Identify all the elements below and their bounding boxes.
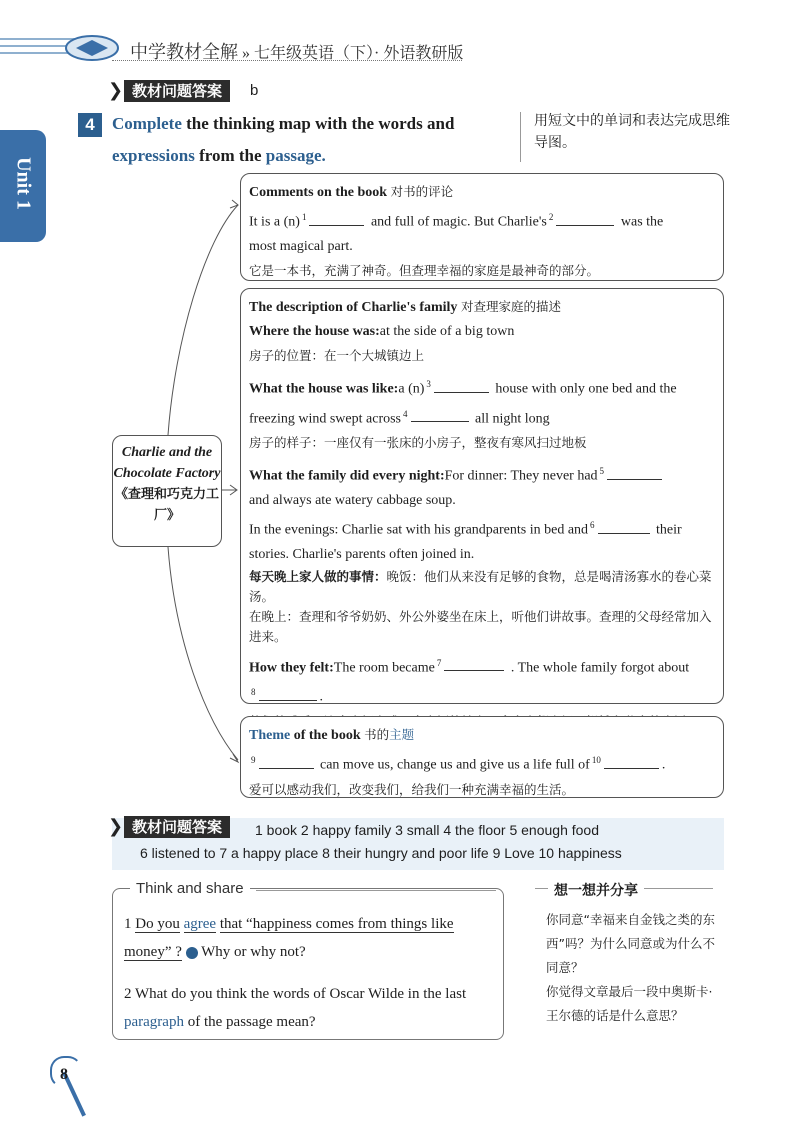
question-translation: 用短文中的单词和表达完成思维导图。 (534, 113, 730, 151)
share-title: 想一想并分享 (548, 880, 644, 900)
family-description-box: The description of Charlie's family 对查理家庭的描述 Where the house was:at the side of a big town 房子的位置：在一个大城镇边上 What the house was like:a (n) $^3$ house with only one bed and the freezing wind swept across $^4$ all night long 房子的样子：一座仅有一张床的小房子，整夜有寒风扫过地板 What the family did every night:For dinner: They never had $^5$ and always ate watery cabbage soup. In the evenings: Charlie sat with his grandparents in bed and $^6$ their stories. Charlie's parents often joined in. 每天晚上家人做的事情：晚饭：他们从来没有足够的食物，总是喝清汤寡水的卷心菜汤。 在晚上：查理和爷爷奶奶、外公外婆坐在床上，听他们讲故事。查理的父母经常加入进来。 How they felt:The room became $^7$ . The whole family forgot about $^8$ . (240, 288, 724, 704)
blank-7[interactable] (444, 656, 504, 671)
unit-tab-label: Unit 1 (12, 157, 35, 210)
think-title-rule (256, 890, 496, 891)
book-title: 中学教材全解 (130, 42, 238, 62)
comments-box: Comments on the book 对书的评论 It is a (n) $^1$ and full of magic. But Charlie's $^2$ was the most magical part. 它是一本书，充满了神奇。但查理幸福的家庭是最神奇的部分。 (240, 173, 724, 281)
answer-tag-value: b (250, 82, 259, 99)
blank-10[interactable] (604, 754, 659, 769)
blank-1[interactable] (309, 211, 364, 226)
blank-2[interactable] (556, 211, 614, 226)
question-text: Complete the thinking map with the words and expressions from the passage. (112, 114, 455, 165)
center-title-en: Charlie and the Chocolate Factory (113, 445, 221, 481)
blank-6[interactable] (598, 519, 650, 534)
page-number: 8 (60, 1066, 68, 1083)
share-text: 你同意“幸福来自金钱之类的东西”吗？为什么同意或为什么不同意？ 你觉得文章最后一段中奥斯卡·王尔德的话是什么意思？ (546, 912, 715, 1023)
blank-9[interactable] (259, 754, 314, 769)
blank-5[interactable] (607, 465, 662, 480)
question-number: 4 (78, 113, 102, 137)
think-and-share-title: Think and share (130, 880, 250, 897)
think-question-2: 2 What do you think the words of Oscar Wilde in the last paragraph of the passage mean? (124, 986, 467, 1030)
blank-8[interactable] (259, 686, 317, 701)
note-marker-icon (186, 947, 198, 959)
center-title-cn: 《查理和巧克力工厂》 (114, 487, 219, 523)
answer-tag: 教材问题答案 (124, 80, 230, 102)
header-title: 中学教材全解 » 七年级英语（下）· 外语教研版 (130, 42, 464, 62)
chevron-right-icon: ❯ (108, 816, 124, 837)
answer-key-line-1: 1 book 2 happy family 3 small 4 the floor 5 enough food (255, 822, 599, 838)
blank-4[interactable] (411, 407, 469, 422)
answer-key-line-2: 6 listened to 7 a happy place 8 their hungry and poor life 9 Love 10 happiness (140, 845, 622, 861)
mind-map-center (112, 435, 222, 547)
blank-3[interactable] (434, 378, 489, 393)
theme-box: Theme of the book 书的主题 $^9$ can move us, change us and give us a life full of $^{10}$ . 爱可以感动我们，改变我们，给我们一种充满幸福的生活。 (240, 716, 724, 798)
answer-key-tag: 教材问题答案 (124, 816, 230, 838)
chevron-right-icon: ❯ (108, 80, 124, 101)
book-subtitle: 七年级英语（下）· 外语教研版 (254, 45, 464, 62)
think-question-1: 1 Do you agree that “happiness comes from things like money” ? Why or why not? (124, 916, 454, 960)
